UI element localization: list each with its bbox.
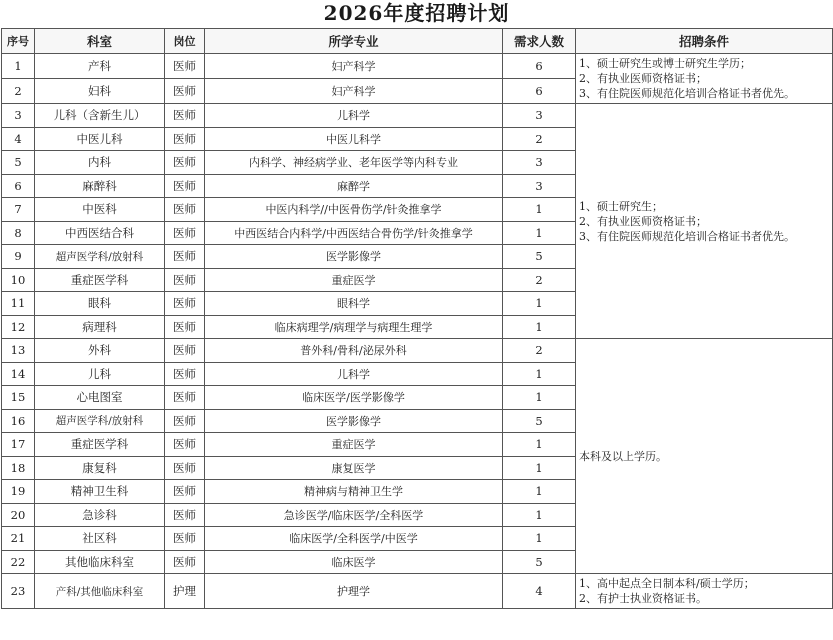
cell-post: 医师 bbox=[165, 480, 205, 504]
cell-dept: 超声医学科/放射科 bbox=[35, 409, 165, 433]
condition-line: 2、有执业医师资格证书； bbox=[579, 214, 707, 228]
cell-post: 医师 bbox=[165, 292, 205, 316]
cell-post: 医师 bbox=[165, 527, 205, 551]
cell-post: 医师 bbox=[165, 456, 205, 480]
cell-no: 7 bbox=[2, 198, 35, 222]
cell-major: 医学影像学 bbox=[205, 245, 503, 269]
cell-no: 17 bbox=[2, 433, 35, 457]
cell-count: 2 bbox=[503, 268, 576, 292]
cell-post: 医师 bbox=[165, 409, 205, 433]
cell-count: 1 bbox=[503, 433, 576, 457]
cell-dept: 心电图室 bbox=[35, 386, 165, 410]
cell-post: 医师 bbox=[165, 550, 205, 574]
cell-dept: 产科/其他临床科室 bbox=[35, 574, 165, 609]
cell-dept: 妇科 bbox=[35, 79, 165, 104]
condition-line: 2、有护士执业资格证书。 bbox=[579, 592, 707, 605]
cell-count: 1 bbox=[503, 386, 576, 410]
cell-post: 医师 bbox=[165, 386, 205, 410]
cell-no: 22 bbox=[2, 550, 35, 574]
cell-no: 8 bbox=[2, 221, 35, 245]
cell-count: 6 bbox=[503, 79, 576, 104]
cell-no: 3 bbox=[2, 104, 35, 128]
condition-line: 3、有住院医师规范化培训合格证书者优先。 bbox=[579, 87, 795, 100]
header-major: 所学专业 bbox=[205, 29, 503, 54]
cell-post: 医师 bbox=[165, 362, 205, 386]
condition-line: 1、高中起点全日制本科/硕士学历； bbox=[579, 577, 755, 590]
cell-no: 2 bbox=[2, 79, 35, 104]
table-row bbox=[2, 574, 833, 609]
cell-count: 1 bbox=[503, 480, 576, 504]
cell-post: 医师 bbox=[165, 221, 205, 245]
cell-post: 医师 bbox=[165, 54, 205, 79]
cell-no: 5 bbox=[2, 151, 35, 175]
cell-major: 精神病与精神卫生学 bbox=[205, 480, 503, 504]
cell-count: 3 bbox=[503, 151, 576, 175]
cell-no: 23 bbox=[2, 574, 35, 609]
cell-major: 中医儿科学 bbox=[205, 127, 503, 151]
condition-line: 1、硕士研究生； bbox=[579, 199, 663, 213]
cell-dept: 儿科 bbox=[35, 362, 165, 386]
cell-dept: 超声医学科/放射科 bbox=[35, 245, 165, 269]
cell-post: 医师 bbox=[165, 79, 205, 104]
cell-count: 1 bbox=[503, 527, 576, 551]
cell-dept: 产科 bbox=[35, 54, 165, 79]
cell-major: 内科学、神经病学业、老年医学等内科专业 bbox=[205, 151, 503, 175]
cell-no: 1 bbox=[2, 54, 35, 79]
cell-post: 医师 bbox=[165, 433, 205, 457]
cell-major: 临床医学 bbox=[205, 550, 503, 574]
cell-no: 18 bbox=[2, 456, 35, 480]
cell-major: 康复医学 bbox=[205, 456, 503, 480]
cell-post: 医师 bbox=[165, 174, 205, 198]
cell-count: 5 bbox=[503, 550, 576, 574]
cell-no: 14 bbox=[2, 362, 35, 386]
cell-major: 重症医学 bbox=[205, 268, 503, 292]
table-row bbox=[2, 104, 833, 128]
header-post: 岗位 bbox=[165, 29, 205, 54]
cell-count: 1 bbox=[503, 198, 576, 222]
cell-no: 19 bbox=[2, 480, 35, 504]
cell-dept: 重症医学科 bbox=[35, 268, 165, 292]
cell-major: 中医内科学//中医骨伤学/针灸推拿学 bbox=[205, 198, 503, 222]
cell-dept: 急诊科 bbox=[35, 503, 165, 527]
cell-no: 4 bbox=[2, 127, 35, 151]
cell-post: 医师 bbox=[165, 268, 205, 292]
cell-dept: 康复科 bbox=[35, 456, 165, 480]
cell-no: 20 bbox=[2, 503, 35, 527]
cell-dept: 中医科 bbox=[35, 198, 165, 222]
table-header-row bbox=[2, 29, 833, 54]
recruitment-table bbox=[1, 28, 833, 609]
cell-count: 1 bbox=[503, 221, 576, 245]
cell-count: 6 bbox=[503, 54, 576, 79]
cell-major: 眼科学 bbox=[205, 292, 503, 316]
cell-count: 4 bbox=[503, 574, 576, 609]
cell-dept: 内科 bbox=[35, 151, 165, 175]
cell-post: 医师 bbox=[165, 315, 205, 339]
cell-no: 9 bbox=[2, 245, 35, 269]
condition-line: 2、有执业医师资格证书； bbox=[579, 72, 707, 85]
cell-count: 5 bbox=[503, 245, 576, 269]
cell-count: 1 bbox=[503, 292, 576, 316]
cell-count: 2 bbox=[503, 127, 576, 151]
condition-line: 1、硕士研究生或博士研究生学历； bbox=[579, 57, 751, 70]
cell-major: 临床医学/医学影像学 bbox=[205, 386, 503, 410]
table-row bbox=[2, 54, 833, 79]
conditions-cell-group4 bbox=[576, 574, 833, 609]
cell-major: 中西医结合内科学/中西医结合骨伤学/针灸推拿学 bbox=[205, 221, 503, 245]
cell-dept: 社区科 bbox=[35, 527, 165, 551]
cell-post: 医师 bbox=[165, 339, 205, 363]
cell-no: 13 bbox=[2, 339, 35, 363]
cell-count: 3 bbox=[503, 174, 576, 198]
cell-post: 护理 bbox=[165, 574, 205, 609]
cell-dept: 其他临床科室 bbox=[35, 550, 165, 574]
cell-major: 护理学 bbox=[205, 574, 503, 609]
cell-count: 1 bbox=[503, 456, 576, 480]
cell-count: 1 bbox=[503, 503, 576, 527]
cell-dept: 眼科 bbox=[35, 292, 165, 316]
cell-count: 5 bbox=[503, 409, 576, 433]
header-count: 需求人数 bbox=[503, 29, 576, 54]
cell-no: 15 bbox=[2, 386, 35, 410]
cell-dept: 儿科（含新生儿） bbox=[35, 104, 165, 128]
table-row bbox=[2, 339, 833, 363]
cell-major: 妇产科学 bbox=[205, 79, 503, 104]
cell-dept: 麻醉科 bbox=[35, 174, 165, 198]
table-body bbox=[2, 54, 833, 609]
cell-no: 10 bbox=[2, 268, 35, 292]
cell-post: 医师 bbox=[165, 127, 205, 151]
cell-dept: 重症医学科 bbox=[35, 433, 165, 457]
cell-count: 1 bbox=[503, 315, 576, 339]
cell-no: 21 bbox=[2, 527, 35, 551]
cell-post: 医师 bbox=[165, 151, 205, 175]
cell-major: 急诊医学/临床医学/全科医学 bbox=[205, 503, 503, 527]
header-no: 序号 bbox=[2, 29, 35, 54]
cell-count: 2 bbox=[503, 339, 576, 363]
cell-count: 3 bbox=[503, 104, 576, 128]
cell-major: 儿科学 bbox=[205, 362, 503, 386]
cell-dept: 病理科 bbox=[35, 315, 165, 339]
condition-line: 本科及以上学历。 bbox=[579, 449, 667, 463]
cell-major: 医学影像学 bbox=[205, 409, 503, 433]
cell-count: 1 bbox=[503, 362, 576, 386]
cell-major: 儿科学 bbox=[205, 104, 503, 128]
cell-post: 医师 bbox=[165, 198, 205, 222]
cell-major: 临床医学/全科医学/中医学 bbox=[205, 527, 503, 551]
cell-no: 6 bbox=[2, 174, 35, 198]
conditions-cell-group3 bbox=[576, 339, 833, 574]
cell-post: 医师 bbox=[165, 503, 205, 527]
cell-major: 普外科/骨科/泌尿外科 bbox=[205, 339, 503, 363]
cell-dept: 精神卫生科 bbox=[35, 480, 165, 504]
conditions-cell-group1 bbox=[576, 54, 833, 104]
cell-post: 医师 bbox=[165, 245, 205, 269]
cell-dept: 外科 bbox=[35, 339, 165, 363]
cell-major: 重症医学 bbox=[205, 433, 503, 457]
cell-post: 医师 bbox=[165, 104, 205, 128]
cell-dept: 中医儿科 bbox=[35, 127, 165, 151]
conditions-cell-group2 bbox=[576, 104, 833, 339]
cell-no: 11 bbox=[2, 292, 35, 316]
cell-major: 临床病理学/病理学与病理生理学 bbox=[205, 315, 503, 339]
page-title: 2026年度招聘计划 bbox=[323, 1, 510, 25]
header-cond: 招聘条件 bbox=[576, 29, 833, 54]
condition-line: 3、有住院医师规范化培训合格证书者优先。 bbox=[579, 229, 795, 243]
cell-major: 麻醉学 bbox=[205, 174, 503, 198]
cell-dept: 中西医结合科 bbox=[35, 221, 165, 245]
cell-major: 妇产科学 bbox=[205, 54, 503, 79]
cell-no: 16 bbox=[2, 409, 35, 433]
cell-no: 12 bbox=[2, 315, 35, 339]
header-dept: 科室 bbox=[35, 29, 165, 54]
